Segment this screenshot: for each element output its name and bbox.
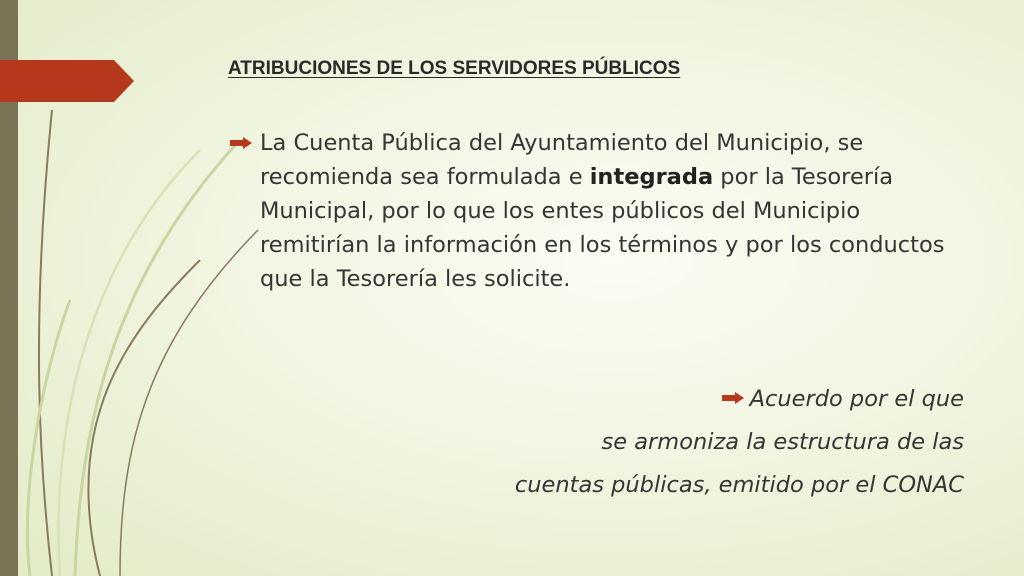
arrow-bullet-icon: [230, 137, 252, 149]
bullet-item-1: [228, 126, 968, 296]
bullet-item-2: [515, 378, 964, 507]
bullet-2-line1: Acuerdo por el que: [749, 386, 964, 412]
bullet-1-text: [260, 126, 968, 296]
arrow-bullet-icon: [722, 392, 744, 404]
bullet-2-line3: cuentas públicas, emitido por el CONAC: [514, 472, 964, 498]
bullet-1-part2: por la Tesorería Municipal, por lo que los entes públicos del Municipio remitirían la información en los términos y por los conductos que la Tesorería les solicite.: [260, 164, 945, 292]
bullet-1-part1: La Cuenta Pública del Ayuntamiento del Municipio, se recomienda sea formulada e: [260, 130, 864, 190]
bullet-1-bold: integrada: [589, 164, 714, 190]
title-flag-shape: [0, 60, 136, 102]
bullet-2-line1-row: [515, 378, 964, 421]
slide-title: ATRIBUCIONES DE LOS SERVIDORES PÚBLICOS: [228, 58, 681, 79]
bullet-2-line2: se armoniza la estructura de las: [601, 429, 964, 455]
